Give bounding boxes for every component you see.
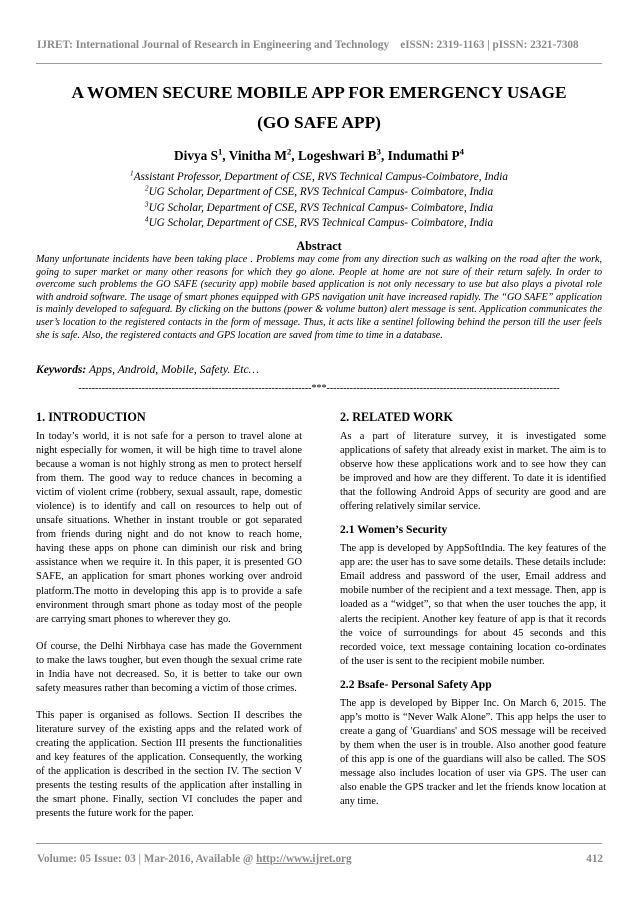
abstract-text: Many unfortunate incidents have been taking place . Problems may come from any direction such as walking on the road after the work, going to super market or many other reasons for which they go alone. People at home are not sure of their return safely. In order to overcome such problems the GO SAFE (security app) mobile based application is not only necessary to use but also plays a pivotal role with android software. The usage of smart phones equipped with GPS navigation unit have increased rapidly. The “GO SAFE” application is mainly developed to safeguard. By clicking on the buttons (power & volume button) alert message is sent. Application communicates the user’s location to the registered contacts in the form of message. Thus, it acts like a sentinel following behind the person till the user feels she is safe. Also, the registered contacts and GPS location are saved from time to time in a database. <box>36 254 602 341</box>
journal-issn: eISSN: 2319-1163 | pISSN: 2321-7308 <box>400 39 579 51</box>
paragraph: This paper is organised as follows. Section II describes the literature survey of the existing apps and the related work of creating the application. Section III presents the functionalities and key features of the application. Consequently, the working of the application is described in the section IV. The section V presents the testing results of the application after installing in the smart phone. Finally, section VI concludes the paper and presents the future work for the paper. <box>36 709 302 820</box>
journal-header <box>37 39 607 51</box>
affiliation-text: UG Scholar, Department of CSE, RVS Technical Campus- Coimbatore, India <box>148 186 494 199</box>
right-column <box>340 410 606 822</box>
affiliation-list <box>36 170 602 231</box>
subsection-heading: 2.1 Women’s Security <box>340 523 448 537</box>
footer-rule <box>36 843 602 844</box>
affiliation-mark: 3 <box>144 199 149 208</box>
related-work-heading: 2. RELATED WORK <box>340 410 453 424</box>
affiliation <box>36 201 602 216</box>
affiliation-text: UG Scholar, Department of CSE, RVS Technical Campus- Coimbatore, India <box>148 201 494 214</box>
page-footer <box>37 853 603 865</box>
author-name: Divya S <box>174 148 218 163</box>
affiliation-mark: 1 <box>130 169 134 178</box>
paper-title-line-2: (GO SAFE APP) <box>257 113 381 132</box>
keywords <box>36 363 602 376</box>
subsection-heading: 2.2 Bsafe- Personal Safety App <box>340 677 492 691</box>
abstract-heading: Abstract <box>296 239 342 253</box>
affiliation <box>36 170 602 185</box>
author-affil-mark: 1 <box>217 146 223 157</box>
keywords-label: Keywords: <box>36 363 87 376</box>
author-name: Vinitha M <box>228 148 287 163</box>
author-affil-mark: 3 <box>376 146 381 157</box>
author-affil-mark: 2 <box>286 146 292 157</box>
author-name: Logeshwari B <box>297 148 377 163</box>
paragraph: Of course, the Delhi Nirbhaya case has made the Government to make the laws tougher, but even though the sexual crime rate in India have not decreased. So, it is better to take our own safety measures rather than becoming a victim of those crimes. <box>36 640 302 694</box>
paragraph: As a part of literature survey, it is investigated some applications of safety that already exist in market. The aim is to observe how these applications work and to see how they can be improved and how are they different. To date it is identified that the following Android Apps of security are good and are offering relatively similar service. <box>340 431 606 513</box>
introduction-heading: 1. INTRODUCTION <box>36 410 146 424</box>
author-affil-mark: 4 <box>459 146 464 157</box>
affiliation-mark: 2 <box>144 184 149 193</box>
journal-link[interactable]: http://www.ijret.org <box>256 853 352 865</box>
author-name: Indumathi P <box>387 148 460 163</box>
paper-title-line-1: A WOMEN SECURE MOBILE APP FOR EMERGENCY USAGE <box>71 83 567 102</box>
page-number: 412 <box>586 853 603 865</box>
affiliation-text: Assistant Professor, Department of CSE, RVS Technical Campus-Coimbatore, India <box>133 171 508 183</box>
paragraph: The app is developed by AppSoftIndia. The key features of the app are: the user has to save some details. These details include: Email address and password of the user, Email address and mobile number of the recipient and a text message. Then, app is loaded as a “widget”, so that when the user touches the app, it alerts the recipient. Another key feature of app is that it records the voice of surroundings for about 45 seconds and this recorded voice, text message containing location co-ordinates of the user is sent to the recipient mobile number. <box>340 543 606 667</box>
paragraph: In today’s world, it is not safe for a person to travel alone at night especially for women, it will be high time to travel alone because a woman is not highly strong as men to protect herself from them. The good way to reduce chances in becoming a victim of violent crime (robbery, sexual assault, rape, domestic violence) is to identify and call on resources to help out of unsafe situations. Whether in instant trouble or got separated from friends during night and do not know to reach home, having these apps on phone can diminish our risk and bring assistance when we require it. In this paper, it is presented GO SAFE, an application for smart phones working over android platform.The motto in developing this app is to provide a safe environment through smart phone as today most of the people are carrying smart phones to wherever they go. <box>36 431 302 625</box>
keywords-text: Apps, Android, Mobile, Safety. Etc… <box>88 363 259 376</box>
affiliation-mark: 4 <box>144 215 149 224</box>
section-separator: ----------------------------------------------------------------------***---------------------------------------------------------------------- <box>78 383 560 394</box>
header-rule <box>36 63 602 64</box>
paragraph: The app is developed by Bipper Inc. On March 6, 2015. The app’s motto is “Never Walk Alone”. This app helps the user to create a gang of 'Guardians' and SOS message will be received by them when the user is in trouble. Also another good feature of this app is one of the guardians will also be called. The SOS message also includes location of user via GPS. The user can also enable the GPS tracker and let the friends know location at any time. <box>340 697 606 808</box>
journal-name: IJRET: International Journal of Research in Engineering and Technology <box>37 39 390 51</box>
affiliation <box>36 185 602 200</box>
author-list: Divya $S^1$, Vinitha $M^2$, Logeshwari $B^3$, Indumathi $P^4$ <box>174 146 464 163</box>
left-column <box>36 410 302 834</box>
footer-volume: Volume: 05 Issue: 03 | Mar-2016, Available @ <box>37 853 257 865</box>
affiliation <box>36 216 602 231</box>
affiliation-text: UG Scholar, Department of CSE, RVS Technical Campus- Coimbatore, India <box>148 216 494 229</box>
